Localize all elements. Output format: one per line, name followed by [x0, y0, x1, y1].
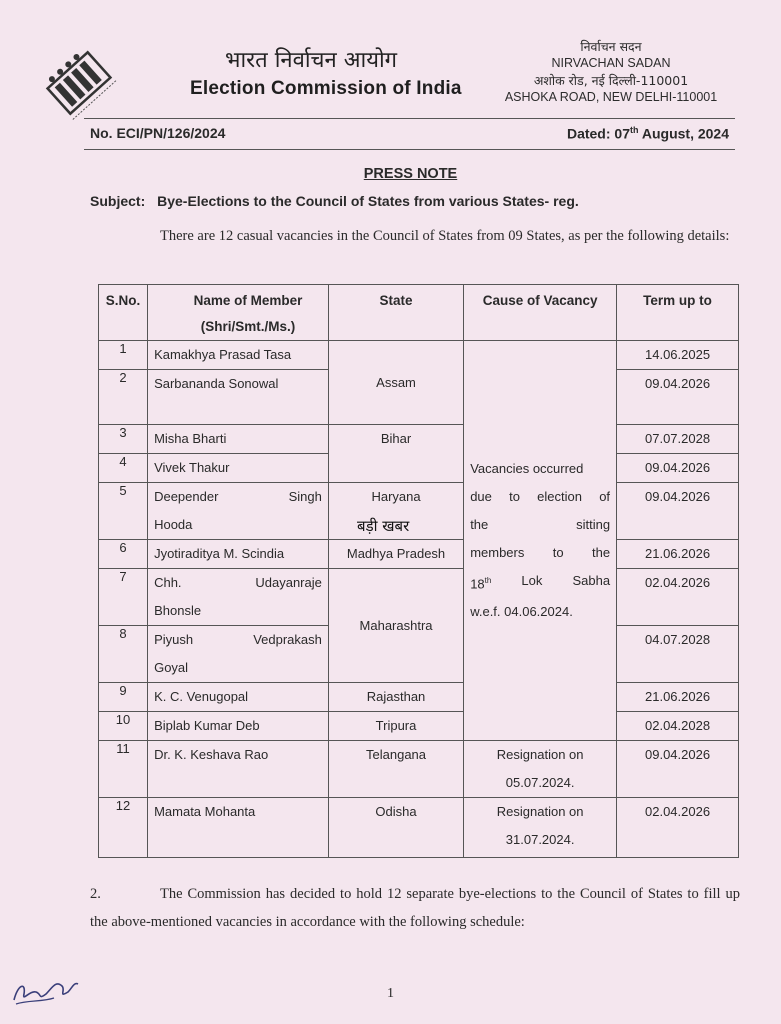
- cell-term: 09.04.2026: [617, 741, 739, 798]
- cell-term: 07.07.2028: [617, 425, 739, 454]
- cell-state: Telangana: [328, 741, 463, 798]
- table-row: [99, 741, 739, 798]
- cell-state: Haryana: [328, 483, 463, 540]
- cell-state: Maharashtra: [328, 569, 463, 683]
- cell-sno: 6: [99, 540, 148, 569]
- org-name-hindi: भारत निर्वाचन आयोग: [225, 48, 398, 73]
- cell-term: 14.06.2025: [617, 341, 739, 370]
- table-row: [99, 425, 739, 454]
- cell-term: 02.04.2026: [617, 798, 739, 858]
- table-header-row: [99, 285, 739, 341]
- table-row: [99, 683, 739, 712]
- cell-sno: 11: [99, 741, 148, 798]
- cell-name: Kamakhya Prasad Tasa: [148, 341, 329, 370]
- org-name-english: Election Commission of India: [190, 78, 462, 99]
- header-term: Term up to: [617, 285, 739, 341]
- schedule-paragraph: 2. The Commission has decided to hold 12 separate bye-elections to the Council of States to fill up the above-mentioned vacancies in accordance with the following schedule:: [90, 880, 740, 936]
- cell-name: Mamata Mohanta: [148, 798, 329, 858]
- cell-name: Piyush Vedprakash Goyal: [148, 626, 329, 683]
- date-suffix: August, 2024: [638, 125, 729, 142]
- table-row: [99, 341, 739, 370]
- cell-name: Sarbananda Sonowal: [148, 370, 329, 425]
- cell-state: Madhya Pradesh: [328, 540, 463, 569]
- cell-term: 04.07.2028: [617, 626, 739, 683]
- header-rule-bottom: [84, 149, 735, 150]
- cell-state: Rajasthan: [328, 683, 463, 712]
- address-hindi-line-2: अशोक रोड, नई दिल्ली-110001: [533, 73, 689, 88]
- address-english-line-1: NIRVACHAN SADAN: [551, 56, 671, 70]
- subject-text: Bye-Elections to the Council of States from various States- reg.: [157, 193, 579, 209]
- cell-sno: 1: [99, 341, 148, 370]
- date-superscript: th: [629, 125, 639, 135]
- date-line: [567, 125, 729, 142]
- header-cause: Cause of Vacancy: [464, 285, 617, 341]
- header-state: State: [328, 285, 463, 341]
- vacancy-table: [98, 284, 739, 858]
- header-sno: S.No.: [99, 285, 148, 341]
- cell-state: Bihar: [328, 425, 463, 483]
- cell-sno: 5: [99, 483, 148, 540]
- date-prefix: Dated: 07: [566, 125, 630, 142]
- cell-name: Chh. Udayanraje Bhonsle: [148, 569, 329, 626]
- cell-term: 21.06.2026: [617, 540, 739, 569]
- cell-state: Tripura: [328, 712, 463, 741]
- intro-paragraph: There are 12 casual vacancies in the Council of States from 09 States, as per the following details:: [160, 228, 730, 244]
- table-row: [99, 569, 739, 626]
- cell-name: K. C. Venugopal: [148, 683, 329, 712]
- cell-term: 09.04.2026: [617, 483, 739, 540]
- cell-cause-common: Vacancies occurred due to election of the sitting members to the 18th Lok Sabha w.e.f. 04.06.2024.: [464, 341, 617, 741]
- page-number: 1: [387, 986, 394, 1001]
- header-name: Name of Member (Shri/Smt./Ms.): [148, 285, 329, 341]
- cell-name: Deepender Singh Hooda: [148, 483, 329, 540]
- cell-name: Dr. K. Keshava Rao: [148, 741, 329, 798]
- cell-state: Assam: [328, 341, 463, 425]
- cell-sno: 10: [99, 712, 148, 741]
- overlay-stamp-text: बड़ी खबर: [357, 517, 410, 535]
- subject-line: [90, 193, 579, 209]
- cell-sno: 8: [99, 626, 148, 683]
- cell-cause: Resignation on 31.07.2024.: [464, 798, 617, 858]
- cell-state: Odisha: [328, 798, 463, 858]
- table-row: [99, 798, 739, 858]
- cell-name: Biplab Kumar Deb: [148, 712, 329, 741]
- cell-sno: 2: [99, 370, 148, 425]
- cell-term: 21.06.2026: [617, 683, 739, 712]
- cell-term: 09.04.2026: [617, 370, 739, 425]
- table-row: [99, 483, 739, 540]
- address-hindi-line-1: निर्वाचन सदन: [580, 39, 642, 54]
- table-row: [99, 540, 739, 569]
- cell-cause: Resignation on 05.07.2024.: [464, 741, 617, 798]
- table-row: [99, 712, 739, 741]
- cell-sno: 7: [99, 569, 148, 626]
- cell-term: 02.04.2028: [617, 712, 739, 741]
- eci-logo-icon: [38, 42, 120, 124]
- document-title: PRESS NOTE: [363, 166, 458, 182]
- cell-sno: 9: [99, 683, 148, 712]
- reference-number: No. ECI/PN/126/2024: [90, 125, 226, 141]
- address-english-line-2: ASHOKA ROAD, NEW DELHI-110001: [504, 90, 718, 104]
- cell-name: Jyotiraditya M. Scindia: [148, 540, 329, 569]
- cell-name: Misha Bharti: [148, 425, 329, 454]
- header-rule-top: [84, 118, 735, 119]
- cell-sno: 12: [99, 798, 148, 858]
- paragraph-number: 2.: [90, 886, 101, 902]
- subject-label: Subject:: [90, 193, 146, 209]
- address-block: [501, 38, 721, 106]
- cell-sno: 3: [99, 425, 148, 454]
- cell-term: 02.04.2026: [617, 569, 739, 626]
- cell-name: Vivek Thakur: [148, 454, 329, 483]
- cell-term: 09.04.2026: [617, 454, 739, 483]
- cell-sno: 4: [99, 454, 148, 483]
